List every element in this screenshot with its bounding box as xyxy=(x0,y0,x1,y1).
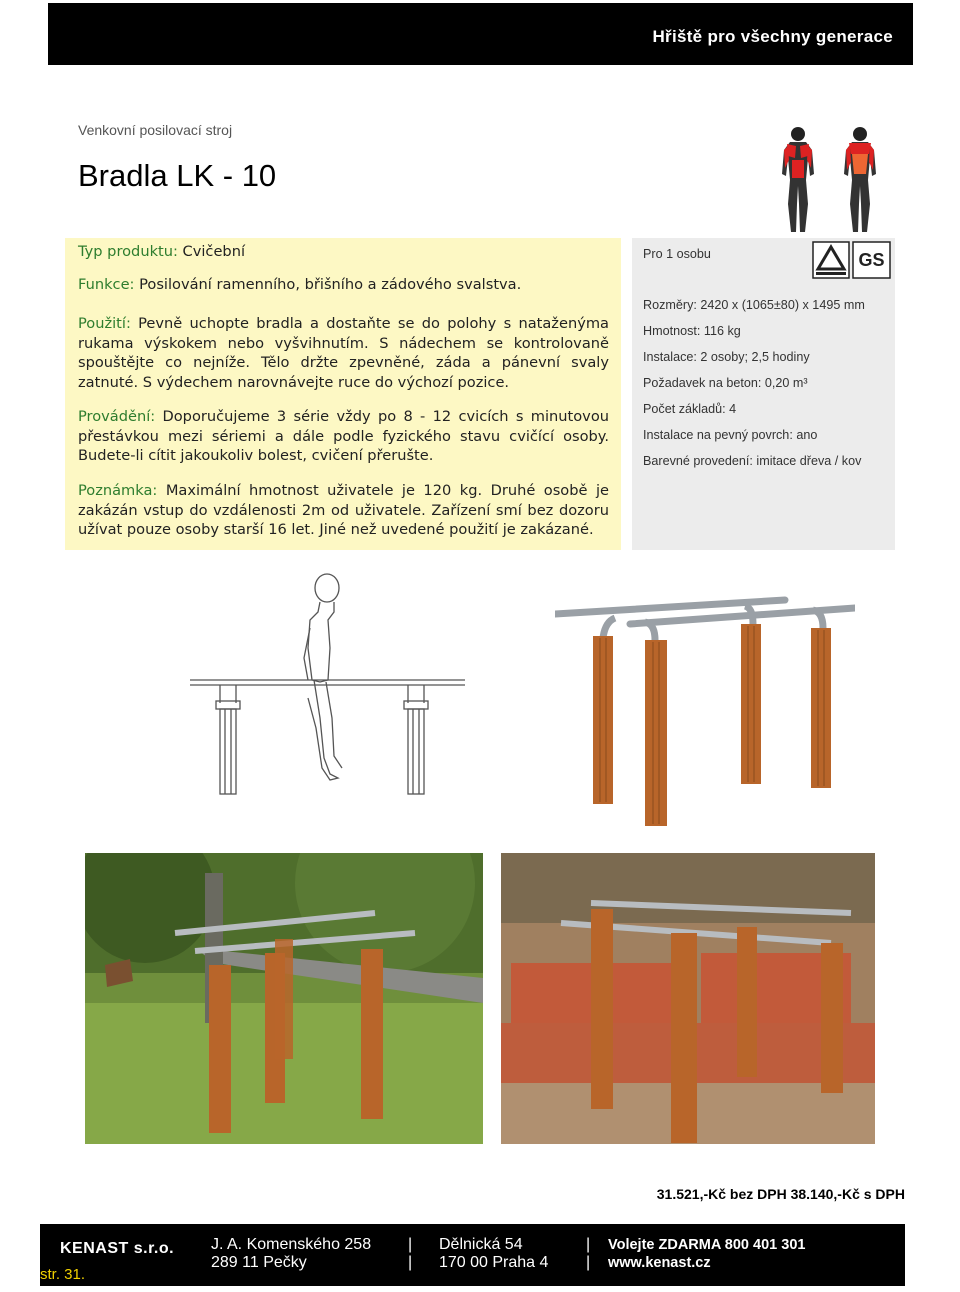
gs-certification-icon xyxy=(853,242,890,278)
gs-text: GS xyxy=(858,250,885,270)
product-function-label: Funkce: xyxy=(78,276,135,293)
spec-persons: Pro 1 osobu xyxy=(643,247,711,261)
product-type-label: Typ produktu: xyxy=(78,243,178,260)
product-title: Bradla LK - 10 xyxy=(78,158,277,193)
separator-2b: | xyxy=(586,1254,591,1271)
usage-line-drawing xyxy=(180,568,480,798)
price-text: 31.521,-Kč bez DPH 38.140,-Kč s DPH xyxy=(656,1186,905,1202)
spec-foundations: Počet základů: 4 xyxy=(643,402,737,416)
address2-line-1: Dělnická 54 xyxy=(439,1236,523,1253)
company-name: KENAST s.r.o. xyxy=(60,1240,175,1257)
address-line-1: J. A. Komenského 258 xyxy=(211,1236,372,1253)
contact-website[interactable]: www.kenast.cz xyxy=(608,1255,711,1271)
address-line-2: 289 11 Pečky xyxy=(211,1254,307,1271)
contact-phone: Volejte ZDARMA 800 401 301 xyxy=(608,1237,806,1253)
product-usage xyxy=(78,314,609,392)
product-spec-box xyxy=(632,238,895,550)
product-execution-label: Provádění: xyxy=(78,408,156,425)
separator-2a: | xyxy=(586,1236,591,1253)
spec-color-finish: Barevné provedení: imitace dřeva / kov xyxy=(643,454,862,468)
spec-dimensions: Rozměry: 2420 x (1065±80) x 1495 mm xyxy=(643,298,865,312)
header-tagline: Hřiště pro všechny generace xyxy=(652,27,893,46)
product-info-box xyxy=(65,238,621,550)
certification-icons xyxy=(812,241,892,279)
muscle-figure-back xyxy=(844,127,876,232)
page-number: str. 31. xyxy=(40,1266,86,1283)
product-execution-value: Doporučujeme 3 série vždy po 8 - 12 cvicích s minutovou přestávkou mezi sériemi a dále podle fyzického stavu cvičící osoby. Budete-li cítit jakoukoliv bolest, cvičení přerušte. xyxy=(78,408,609,464)
spec-weight: Hmotnost: 116 kg xyxy=(643,324,741,338)
park-installation-photo xyxy=(85,853,483,1144)
product-function xyxy=(78,275,609,295)
product-execution xyxy=(78,407,609,466)
spec-installation: Instalace: 2 osoby; 2,5 hodiny xyxy=(643,350,810,364)
spec-concrete: Požadavek na beton: 0,20 m³ xyxy=(643,376,808,390)
header-bar xyxy=(48,3,913,65)
separator-1b: | xyxy=(408,1254,413,1271)
product-note-label: Poznámka: xyxy=(78,482,158,499)
address2-line-2: 170 00 Praha 4 xyxy=(439,1254,549,1271)
spec-hard-surface: Instalace na pevný povrch: ano xyxy=(643,428,818,442)
product-type-value: Cvičební xyxy=(177,243,245,260)
muscle-figure-front xyxy=(782,127,814,232)
render-posts xyxy=(593,624,831,826)
product-render-image xyxy=(555,596,855,830)
product-usage-label: Použití: xyxy=(78,315,131,332)
product-function-value: Posilování ramenního, břišního a zádového svalstva. xyxy=(134,276,522,293)
product-type xyxy=(78,242,609,262)
render-rails xyxy=(555,600,855,640)
construction-installation-photo xyxy=(501,853,875,1144)
product-note-value: Maximální hmotnost uživatele je 120 kg. Druhé osobě je zakázán vstup do vzdálenosti 2m od uživatele. Zařízení smí bez dozoru užívat pouze osoby starší 16 let. Jiné než uvedené použití je zakázané. xyxy=(78,482,609,538)
muscle-diagram xyxy=(770,124,890,236)
separator-1a: | xyxy=(408,1236,413,1253)
footer-bar xyxy=(40,1224,905,1286)
product-note xyxy=(78,481,609,540)
product-usage-value: Pevně uchopte bradla a dostaňte se do polohy s nataženýma rukama výskokem nebo vyšvihnutím. S nádechem se kontrolovaně spouštějte co nejníže. Tělo držte zpevněné, záda a pánevní svaly zatnuté. S výdechem narovnávejte ruce do výchozí pozice. xyxy=(78,315,609,391)
tuv-certification-icon xyxy=(813,242,849,278)
product-subtitle: Venkovní posilovací stroj xyxy=(78,122,233,138)
